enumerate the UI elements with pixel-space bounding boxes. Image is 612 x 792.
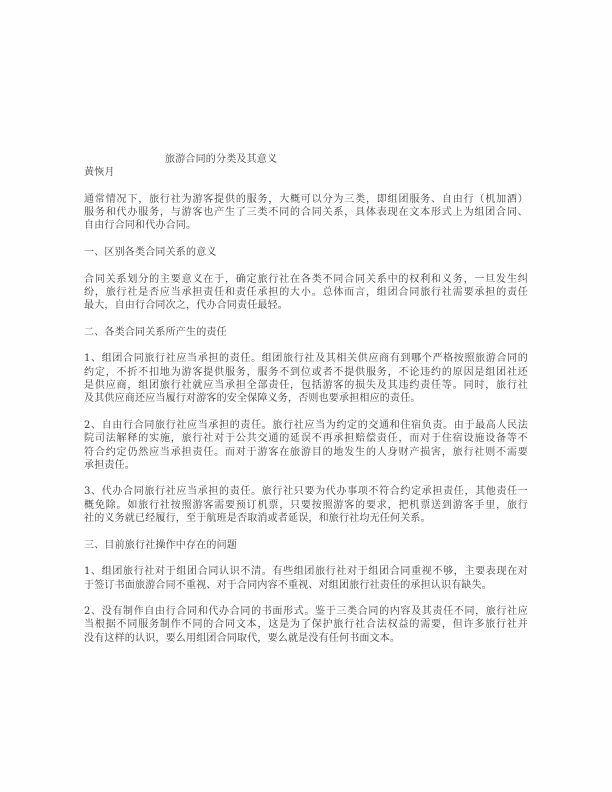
text-line: 合同关系划分的主要意义在于，确定旅行社在各类不同合同关系中的权利和义务，一旦发生纠 <box>84 273 528 285</box>
text-line: 符合约定仍然应当承担责任。而对于游客在旅游目的地发生的人身财产损害，旅行社则不需要 <box>84 446 528 458</box>
document-text-column <box>84 153 528 645</box>
document-title: 旅游合同的分类及其意义 <box>165 154 278 165</box>
section-2-heading: 二、各类合同关系所产生的责任 <box>84 326 227 338</box>
text-line: 约定，不折不扣地为游客提供服务，服务不到位或者不提供服务，不论违约的原因是组团社还 <box>84 366 528 378</box>
text-line: 承担责任。 <box>84 459 135 471</box>
text-line: 当根据不同服务制作不同的合同文本，这是为了保护旅行社合法权益的需要，但许多旅行社并 <box>84 619 528 631</box>
text-line: 通常情况下，旅行社为游客提供的服务，大概可以分为三类，即组团服务、自由行（机加酒） <box>84 193 528 205</box>
section-3-heading: 三、目前旅行社操作中存在的问题 <box>84 539 237 551</box>
text-line: 及其供应商还应当履行对游客的安全保障义务，否则也要承担相应的责任。 <box>84 393 421 405</box>
author-byline: 黄恢月 <box>84 167 115 179</box>
text-line: 纷，旅行社是否应当承担责任和责任承担的大小。总体而言，组团合同旅行社需要承担的责任 <box>84 286 528 298</box>
section-3-item-2 <box>84 605 528 645</box>
text-line: 服务和代办服务，与游客也产生了三类不同的合同关系，具体表现在文本形式上为组团合同、 <box>84 207 528 219</box>
text-line: 没有这样的认识，要么用组团合同取代，要么就是没有任何书面文本。 <box>84 632 401 644</box>
text-line: 自由行合同和代办合同。 <box>84 220 197 232</box>
text-line: 社的义务就已经履行，至于航班是否取消或者延误，和旅行社均无任何关系。 <box>84 513 431 525</box>
section-2-item-1 <box>84 352 528 405</box>
text-line: 最大，自由行合同次之，代办合同责任最轻。 <box>84 300 288 312</box>
text-line: 院司法解释的实施，旅行社对于公共交通的延误不再承担赔偿责任，而对于住宿设施设备等不 <box>84 433 528 445</box>
text-line: 2、自由行合同旅行社应当承担的责任。旅行社应当为约定的交通和住宿负责。由于最高人民法 <box>84 419 528 431</box>
text-line: 是供应商，组团旅行社就应当承担全部责任，包括游客的损失及其违约责任等。同时，旅行社 <box>84 380 528 392</box>
section-1-paragraph <box>84 273 528 313</box>
text-line: 1、组团合同旅行社应当承担的责任。组团旅行社及其相关供应商有到哪个严格按照旅游合同的 <box>84 353 528 365</box>
section-1-heading: 一、区别各类合同关系的意义 <box>84 247 217 259</box>
text-line: 于签订书面旅游合同不重视、对于合同内容不重视、对组团旅行社责任的承担认识有缺失。 <box>84 579 492 591</box>
text-line: 2、没有制作自由行合同和代办合同的书面形式。鉴于三类合同的内容及其责任不同，旅行社应 <box>84 606 528 618</box>
text-line: 概免除。如旅行社按照游客需要预订机票，只要按照游客的要求，把机票送到游客手里，旅行 <box>84 499 528 511</box>
section-2-item-2 <box>84 419 528 472</box>
text-line: 1、组团旅行社对于组团合同认识不清。有些组团旅行社对于组团合同重视不够，主要表现在对 <box>84 566 528 578</box>
section-2-item-3 <box>84 485 528 525</box>
paragraph-intro <box>84 193 528 233</box>
text-line: 3、代办合同旅行社应当承担的责任。旅行社只要为代办事项不符合约定承担责任，其他责任一 <box>84 486 528 498</box>
section-3-item-1 <box>84 565 528 592</box>
